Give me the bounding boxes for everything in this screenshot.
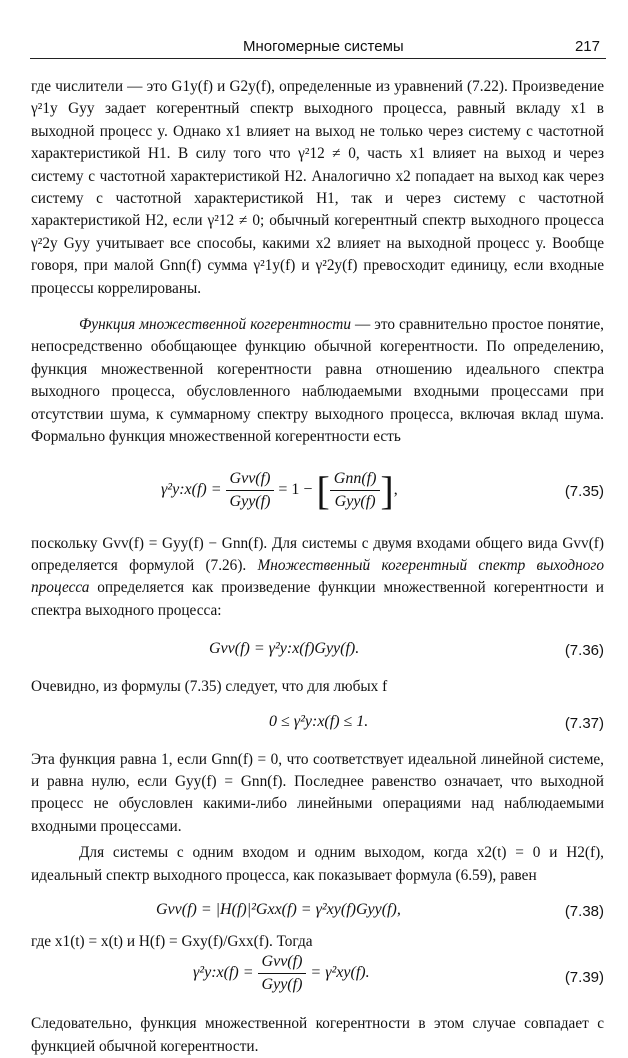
- eq-7-35-mid: = 1 −: [278, 480, 313, 498]
- paragraph-1: где числители — это G1y(f) и G2y(f), определенные из уравнений (7.22). Произведение γ²1y Gyy задает когерентный спектр выходного процесса, равный вкладу x1 в выходной процесс y. Однако x1 влияет на выход не только через систему с частотной характеристикой H1. В силу того что γ²12 ≠ 0, часть x1 влияет на выход и через систему с частотной характеристикой H2. Аналогично x2 попадает на выход как через систему с частотной характеристикой H1, так и через систему с частотной характеристикой H2, если γ²12 ≠ 0; обычный когерентный спектр выходного процесса γ²2y Gyy учитывает все способы, какими x2 влияет на выходной процесс y. Вообще говоря, при малой Gnn(f) сумма γ²1y(f) и γ²2y(f) превосходит единицу, если входные процессы коррелированы.: [31, 78, 604, 297]
- paragraph-5: Эта функция равна 1, если Gnn(f) = 0, что соответствует идеальной линейной системе, и равна нулю, если Gyy(f) = Gnn(f). Последнее равенство означает, что выходной процесс не обусловлен какими-либо линейными операциями над наблюдаемыми входными процессами.: [31, 750, 604, 835]
- paragraph-8: Следовательно, функция множественной когерентности в этом случае совпадает с функцией обычной когерентности.: [31, 1015, 604, 1055]
- equation-7-39: [31, 953, 604, 1013]
- paragraph-3-text-b: определяется как произведение функции множественной когерентности и спектра выходного процесса:: [31, 579, 604, 619]
- equation-7-38: [31, 893, 604, 931]
- left-bracket-icon: [: [316, 467, 330, 513]
- eq-7-39-label: (7.39): [564, 969, 604, 987]
- eq-7-36-expr: Gvv(f) = γ²y:x(f)Gyy(f).: [209, 640, 360, 658]
- eq-7-37-expr: 0 ≤ γ²y:x(f) ≤ 1.: [269, 712, 369, 730]
- page-body: [31, 76, 604, 1058]
- eq-7-39-num: Gvv(f): [258, 953, 307, 974]
- eq-7-35-num-1: Gvv(f): [226, 470, 275, 491]
- eq-7-39-rhs: = γ²xy(f).: [310, 964, 370, 982]
- eq-7-35-fraction-2: [330, 470, 381, 511]
- equation-7-35: γ²y:x(f) = $\frac{\text{Gvv(f)}}{\text{Gyy(f)}}$ = 1 − [ $\frac{\text{Gnn(f)}}{\text{Gyy(f)}}$ ], (7.35): [161, 467, 604, 513]
- paragraph-7: где x1(t) = x(t) и H(f) = Gxy(f)/Gxx(f). Тогда: [31, 932, 313, 950]
- paragraph-4: Очевидно, из формулы (7.35) следует, что для любых f: [31, 678, 388, 696]
- term-multiple-coherence: Функция множественной когерентности: [79, 316, 351, 334]
- paragraph-6: Для системы с одним входом и одним выходом, когда x2(t) = 0 и H2(f), идеальный спектр выходного процесса, как показывает формула (6.59), равен: [31, 844, 604, 884]
- eq-7-35-fraction-1: [226, 470, 275, 511]
- eq-7-35-lhs: γ²y:x(f) =: [161, 480, 222, 498]
- equation-7-36: [31, 630, 604, 676]
- eq-7-35-den-2: Gyy(f): [334, 492, 376, 510]
- page-header: [30, 34, 606, 59]
- equation-7-37: [31, 703, 604, 749]
- eq-7-35-label: (7.35): [564, 482, 604, 500]
- page-number: 217: [574, 38, 600, 55]
- eq-7-38-expr: Gvv(f) = |H(f)|²Gxx(f) = γ²xy(f)Gyy(f),: [156, 900, 401, 918]
- right-bracket-icon: ]: [380, 467, 394, 513]
- paragraph-3: [31, 533, 604, 623]
- eq-7-37-label: (7.37): [564, 714, 604, 732]
- eq-7-38-label: (7.38): [564, 902, 604, 920]
- eq-7-35-num-2: Gnn(f): [330, 470, 381, 491]
- eq-7-39-lhs: γ²y:x(f) =: [193, 964, 254, 982]
- paragraph-2: [31, 314, 604, 448]
- running-title: Многомерные системы: [243, 38, 404, 55]
- paragraph-2-text: — это сравнительно простое понятие, непосредственно обобщающее функцию обычной когерентности. По определению, функция множественной когерентности равна отношению идеального спектра выходного процесса, обусловленного наблюдаемыми входными процессами при отсутствии шума, к суммарному спектру выходного процесса, включая вклад шума. Формально функция множественной когерентности есть: [31, 316, 604, 446]
- eq-7-36-label: (7.36): [564, 642, 604, 660]
- eq-7-39-den: Gyy(f): [261, 976, 303, 994]
- eq-7-39-fraction: [258, 953, 307, 994]
- term-multiple-coherent-spectrum: Множественный когерентный спектр выходного процесса: [31, 556, 604, 597]
- paragraph-3-text-a: поскольку Gvv(f) = Gyy(f) − Gnn(f). Для системы с двумя входами общего вида Gvv(f) определяется формулой (7.26).: [31, 534, 604, 574]
- eq-7-35-den-1: Gyy(f): [229, 492, 271, 510]
